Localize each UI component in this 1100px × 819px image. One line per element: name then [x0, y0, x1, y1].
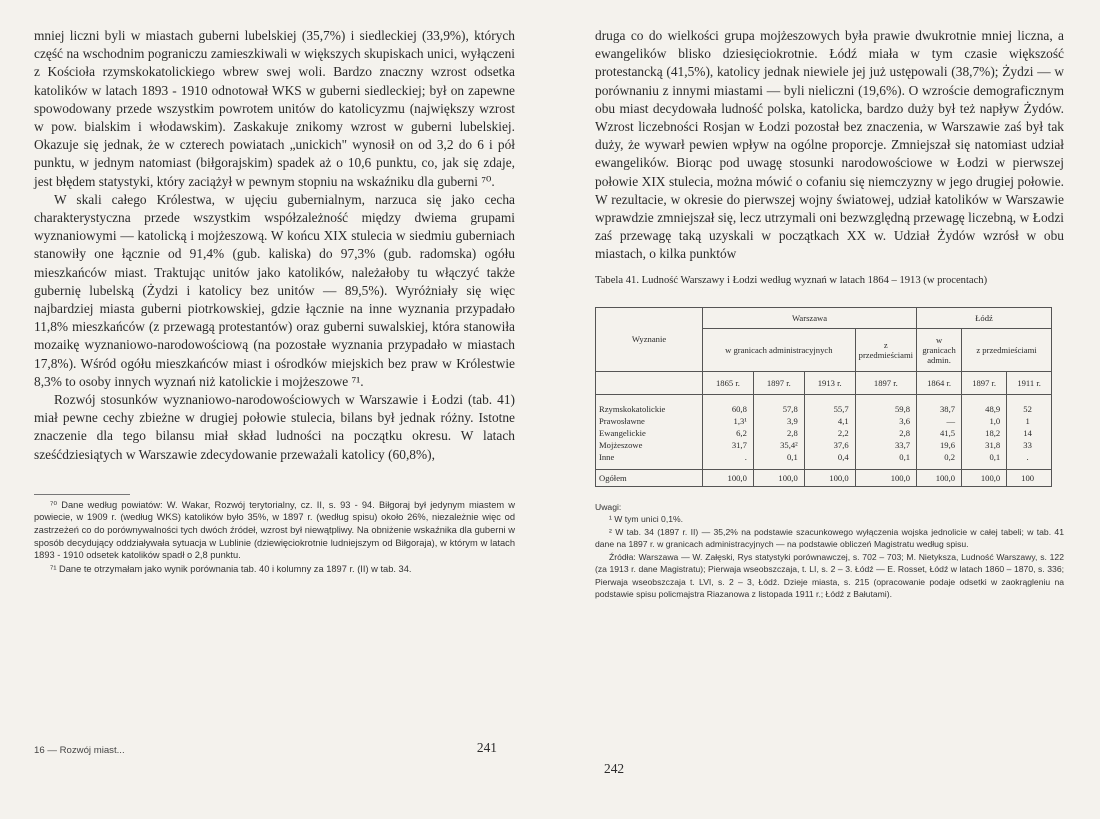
- header-lodz: Łódź: [917, 307, 1052, 328]
- table-cell: 100,0: [962, 469, 1007, 486]
- table-cell: 100: [1007, 469, 1052, 486]
- table-cell: .: [1026, 451, 1029, 462]
- table-cell: .: [744, 451, 747, 462]
- table-cell: 41,5: [940, 427, 956, 438]
- paragraph: mniej liczni byli w miastach guberni lubelskiej (35,7%) i siedleckiej (33,9%), których część na wschodnim pograniczu zamieszkiwali w większych skupiskach unici, wyłączeni z Kościoła rzymskokatolickiego wbrew swej woli. Bardzo znaczny wzrost odsetka katolików w latach 1893 - 1910 odnotował WKS w guberni siedleckiej; był on zapewne spowodowany przede wszystkim powrotem unitów do katolicyzmu (największy wzrost w pow. bialskim i włodawskim). Zaskakuje znikomy wzrost w guberni lubelskiej. Okazuje się jednak, że w czterech powiatach „unickich" wynosił on od 3,2 do 6 i pół punktu, w jednym natomiast (biłgorajskim) spadek aż o 10,6 punktu, co, jak się zdaje, jest błędem statystyki, który zaciążył w pewnym stopniu na wskaźniku dla guberni ⁷⁰.: [34, 28, 515, 189]
- col-cell: [962, 394, 1007, 469]
- table-cell: 100,0: [703, 469, 754, 486]
- footnote-71: ⁷¹ Dane te otrzymałam jako wynik porównania tab. 40 i kolumny za 1897 r. (II) w tab. 34.: [50, 563, 412, 574]
- table-cell: 14: [1023, 427, 1032, 438]
- table-cell: 0,4: [837, 451, 849, 462]
- table-cell: 35,4²: [780, 439, 798, 450]
- row-label: Inne: [599, 451, 615, 462]
- footnotes: [34, 494, 515, 576]
- table-cell: 19,6: [940, 439, 956, 450]
- table-cell: 0,1: [989, 451, 1001, 462]
- year-header: 1897 r.: [753, 371, 804, 394]
- printer-signature: 16 — Rozwój miast...: [34, 745, 125, 756]
- footnote-70: ⁷⁰ Dane według powiatów: W. Wakar, Rozwój terytorialny, cz. II, s. 93 - 94. Biłgoraj był jedynym miastem w powiecie, w 1909 r. (według WKS) katolików było 35%, w 1897 r. (według spisu) około 26%, niezależnie więc od zastrzeżeń co do porównywalności tych dwóch źródeł, wzrost był niewątpliwy. Na obniżenie wskaźnika dla guberni w sposób decydujący oddziaływała sytuacja w Lublinie (dziewięciokrotnie ludniejszym od Biłgoraja), w którym w latach 1893 - 1910 odsetek katolików spadł o 2,8 punktu.: [34, 499, 515, 561]
- table-cell: 55,7: [833, 403, 849, 414]
- table-cell: 3,6: [899, 415, 911, 426]
- header-z-przedmiesciami-lodz: z przedmieściami: [962, 328, 1052, 371]
- header-z-przedmiesciami: z przedmieściami: [855, 328, 916, 371]
- year-header: 1897 r.: [962, 371, 1007, 394]
- notes-title: Uwagi:: [595, 501, 622, 512]
- year-header: 1897 r.: [855, 371, 916, 394]
- table-cell: 0,1: [787, 451, 798, 462]
- table-cell: 3,9: [787, 415, 798, 426]
- footnote-rule: [34, 494, 130, 495]
- table-cell: 0,1: [899, 451, 911, 462]
- table-cell: 100,0: [917, 469, 962, 486]
- table-cell: 2,8: [899, 427, 911, 438]
- table-cell: 100,0: [753, 469, 804, 486]
- year-header: 1911 r.: [1007, 371, 1052, 394]
- table-cell: 1,3¹: [733, 415, 747, 426]
- sources-note: Źródła: Warszawa — W. Załęski, Rys statystyki porównawczej, s. 702 – 703; M. Nietyksza, Ludność Warszawy, s. 122 (za 1913 r. dane Magistratu); Pierwaja wseobszczaja, t. LI, s. 2 – 3. Łódź — E. Rosset, Łódź w latach 1860 – 1870, s. 336; Pierwaja wseobszczaja t. LVI, s. 2 – 3, Łódź. Dzieje miasta, s. 215 (opracowanie podaje odsetki w zaokrągleniu na podstawie spisu policmajstra Riazanowa z listopada 1911 r.; Łódź z Bałutami).: [595, 551, 1064, 600]
- page-number-right: 242: [604, 761, 625, 776]
- left-page-footer: [34, 740, 497, 756]
- table-cell: 100,0: [855, 469, 916, 486]
- paragraph: W skali całego Królestwa, w ujęciu gubernialnym, narzuca się jako cecha charakterystyczna przede wszystkim współzależność między dwiema grupami wyznaniowymi — katolicką i mojżeszową. W końcu XIX stulecia w siedmiu guberniach stanowiły one łącznie od 91,4% (gub. kaliska) do 97,3% (gub. radomska) ogółu mieszkańców miast. Traktując unitów jako katolików, należałoby tu włączyć także gubernię lubelską (Żydzi i katolicy bez unitów — 89,5%). Wyróżniały się więc najbardziej miasta guberni piotrkowskiej, gdzie łącznie na inne wyznania przypadało 11,8% mieszkańców (z przewagą protestantów) oraz guberni suwalskiej, która stanowiła mozaikę wyznaniowo-narodowościową (na pozostałe wyznania przypadało w miastach 17,8%). Wśród ogółu mieszkańców miast i ośrodków miejskich bez praw w Królestwie 8,3% to osoby innych wyznań niż katolickie i mojżeszowe ⁷¹.: [34, 191, 515, 389]
- table-cell: —: [946, 415, 956, 426]
- row-label: Mojżeszowe: [599, 439, 643, 450]
- year-header: 1864 r.: [917, 371, 962, 394]
- table-cell: 2,2: [837, 427, 849, 438]
- table-cell: 37,6: [833, 439, 849, 450]
- col-cell: [753, 394, 804, 469]
- table-cell: 57,8: [782, 403, 798, 414]
- table-cell: 33,7: [895, 439, 911, 450]
- page-number-left: 241: [476, 740, 497, 755]
- col-cell: [855, 394, 916, 469]
- table-cell: 59,8: [895, 403, 911, 414]
- header-w-granicach-lodz: w granicach admin.: [917, 328, 962, 371]
- table-cell: 31,7: [731, 439, 747, 450]
- total-row: [596, 469, 1052, 486]
- table-cell: 2,8: [787, 427, 798, 438]
- row-label: Rzymskokatolickie: [599, 403, 666, 414]
- table-cell: 18,2: [985, 427, 1001, 438]
- col-cell: [804, 394, 855, 469]
- paragraph: Rozwój stosunków wyznaniowo-narodowościowych w Warszawie i Łodzi (tab. 41) miał pewne cechy zbieżne w drugiej połowie stulecia, bilans był jednak różny. Istotne znaczenie dla tego bilansu miał skład ludności na początku okresu. W latach sześćdziesiątych w Warszawie zdecydowanie przeważali katolicy (60,8%),: [34, 392, 515, 462]
- table-cell: 6,2: [736, 427, 747, 438]
- table-cell: 1: [1025, 415, 1030, 426]
- table-cell: 38,7: [940, 403, 956, 414]
- table-cell: 100,0: [804, 469, 855, 486]
- table-cell: 31,8: [985, 439, 1001, 450]
- header-wyznanie: Wyznanie: [596, 307, 703, 371]
- table-cell: 4,1: [837, 415, 849, 426]
- note-2: ² W tab. 34 (1897 r. II) — 35,2% na podstawie szacunkowego wyłączenia wojska jednolicie w całej tabeli; w tab. 41 dane na 1897 r. w granicach administracyjnych — na podstawie obliczeń Magistratu według spisu.: [595, 526, 1064, 550]
- right-page-body: [595, 27, 1064, 264]
- table-caption: Tabela 41. Ludność Warszawy i Łodzi według wyznań w latach 1864 – 1913 (w procentach): [595, 274, 988, 286]
- left-page-body: [34, 27, 515, 464]
- table-cell: 0,2: [944, 451, 956, 462]
- table-cell: 33: [1023, 439, 1032, 450]
- row-label: Ewangelickie: [599, 427, 646, 438]
- year-header: 1865 r.: [703, 371, 754, 394]
- left-page: [0, 0, 549, 819]
- row-labels-cell: [596, 394, 703, 469]
- header-warszawa: Warszawa: [703, 307, 917, 328]
- table-body-rows: [596, 394, 1052, 469]
- col-cell: [1007, 394, 1052, 469]
- right-page: [549, 0, 1100, 819]
- header-w-granicach: w granicach administracyjnych: [703, 328, 856, 371]
- header-empty: [596, 371, 703, 394]
- table-cell: 48,9: [985, 403, 1001, 414]
- table-notes: [595, 501, 1064, 601]
- col-cell: [917, 394, 962, 469]
- col-cell: [703, 394, 754, 469]
- note-1: ¹ W tym unici 0,1%.: [609, 514, 684, 525]
- population-by-religion-table: [595, 307, 1052, 487]
- table-cell: 52: [1023, 403, 1032, 414]
- paragraph: druga co do wielkości grupa mojżeszowych była prawie dwukrotnie mniej liczna, a ewangelików blisko dziesięciokrotnie. Łódź miała w tym czasie większość protestancką (41,5%), katolicy jednak niewiele jej już ustępowali (38,7%); Żydzi — w porównaniu z innymi miastami — byli nieliczni (19,6%). O wzroście demograficznym obu miast decydowała ludność polska, katolicka, bardzo duży był też napływ Żydów. Wzrost liczebności Rosjan w Łodzi pozostał bez znaczenia, w Warszawie zaś był tak duży, że wywarł pewien wpływ na ogólne proporcje. Zmniejszał się natomiast udział ewangelików. Biorąc pod uwagę stosunki narodowościowe w Łodzi w pierwszej połowie XIX stulecia, można mówić o cofaniu się niemczyzny w jego drugiej połowie. W rezultacie, w okresie do pierwszej wojny światowej, udział katolików w Warszawie wprawdzie zmniejszał się, lecz utrzymali oni bezwzględną przewagę liczebną, w Łodzi zaś przewagę taką uzyskali w początkach XX w. Udział Żydów wzrósł w obu miastach, o kilka punktów: [595, 28, 1064, 262]
- table-cell: 1,0: [989, 415, 1001, 426]
- row-label: Ogółem: [596, 469, 703, 486]
- row-label: Prawosławne: [599, 415, 645, 426]
- table-cell: 60,8: [731, 403, 747, 414]
- year-header: 1913 r.: [804, 371, 855, 394]
